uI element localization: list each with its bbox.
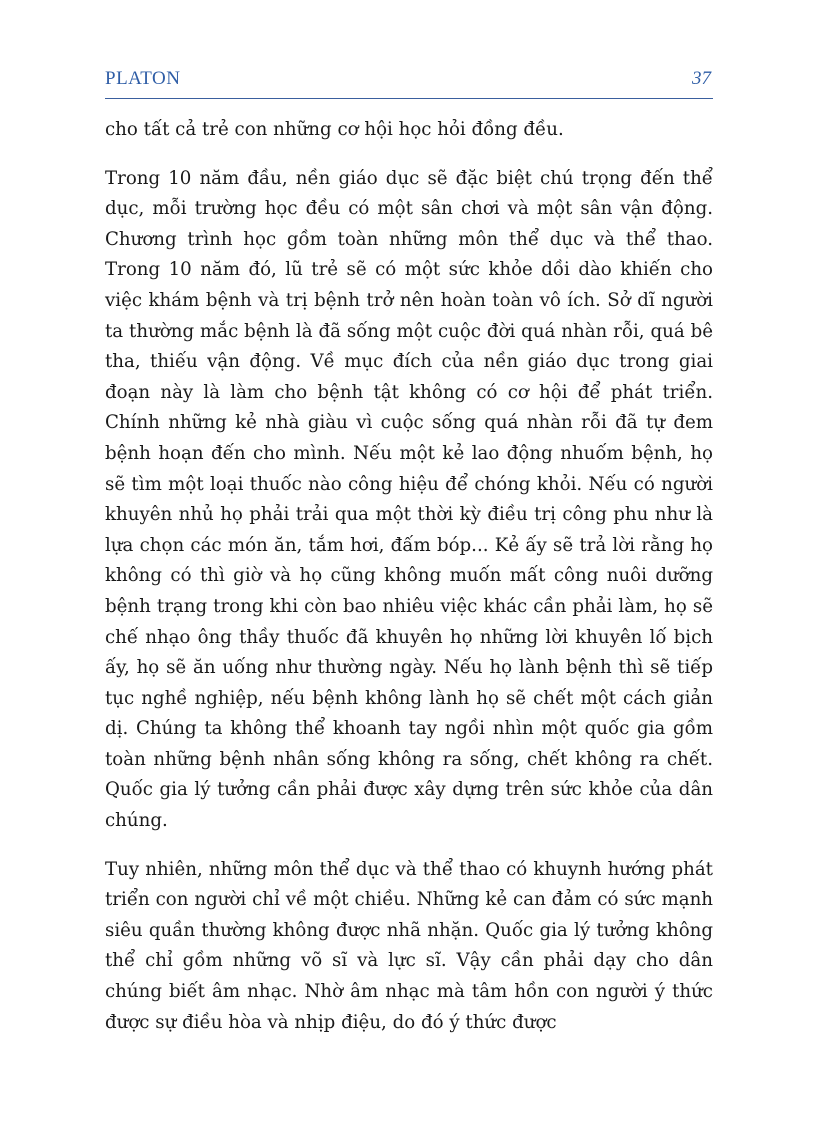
body-text [105, 115, 713, 1056]
paragraph-physical-education: Trong 10 năm đầu, nền giáo dục sẽ đặc biệt chú trọng đến thể dục, mỗi trường học đều có một sân chơi và một sân vận động. Chương trình học gồm toàn những môn thể dục và thể thao. Trong 10 năm đó, lũ trẻ sẽ có một sức khỏe dồi dào khiến cho việc khám bệnh và trị bệnh trở nên hoàn toàn vô ích. Sở dĩ người ta thường mắc bệnh là đã sống một cuộc đời quá nhàn rỗi, quá bê tha, thiếu vận động. Về mục đích của nền giáo dục trong giai đoạn này là làm cho bệnh tật không có cơ hội để phát triển. Chính những kẻ nhà giàu vì cuộc sống quá nhàn rỗi đã tự đem bệnh hoạn đến cho mình. Nếu một kẻ lao động nhuốm bệnh, họ sẽ tìm một loại thuốc nào công hiệu để chóng khỏi. Nếu có người khuyên nhủ họ phải trải qua một thời kỳ điều trị công phu như là lựa chọn các món ăn, tắm hơi, đấm bóp... Kẻ ấy sẽ trả lời rằng họ không có thì giờ và họ cũng không muốn mất công nuôi dưỡng bệnh trạng trong khi còn bao nhiêu việc khác cần phải làm, họ sẽ chế nhạo ông thầy thuốc đã khuyên họ những lời khuyên lố bịch ấy, họ sẽ ăn uống như thường ngày. Nếu họ lành bệnh thì sẽ tiếp tục nghề nghiệp, nếu bệnh không lành họ sẽ chết một cách giản dị. Chúng ta không thể khoanh tay ngồi nhìn một quốc gia gồm toàn những bệnh nhân sống không ra sống, chết không ra chết. Quốc gia lý tưởng cần phải được xây dựng trên sức khỏe của dân chúng. [105, 167, 713, 832]
book-title: PLATON [105, 68, 181, 89]
page-number: 37 [692, 68, 711, 89]
paragraph-music-education: Tuy nhiên, những môn thể dục và thể thao có khuynh hướng phát triển con người chỉ về một chiều. Những kẻ can đảm có sức mạnh siêu quần thường không được nhã nhặn. Quốc gia lý tưởng không thể chỉ gồm những võ sĩ và lực sĩ. Vậy cần phải dạy cho dân chúng biết âm nhạc. Nhờ âm nhạc mà tâm hồn con người ý thức được sự điều hòa và nhịp điệu, do đó ý thức được [105, 858, 713, 1033]
running-header [105, 64, 713, 99]
paragraph-continuation: cho tất cả trẻ con những cơ hội học hỏi đồng đều. [105, 119, 564, 140]
